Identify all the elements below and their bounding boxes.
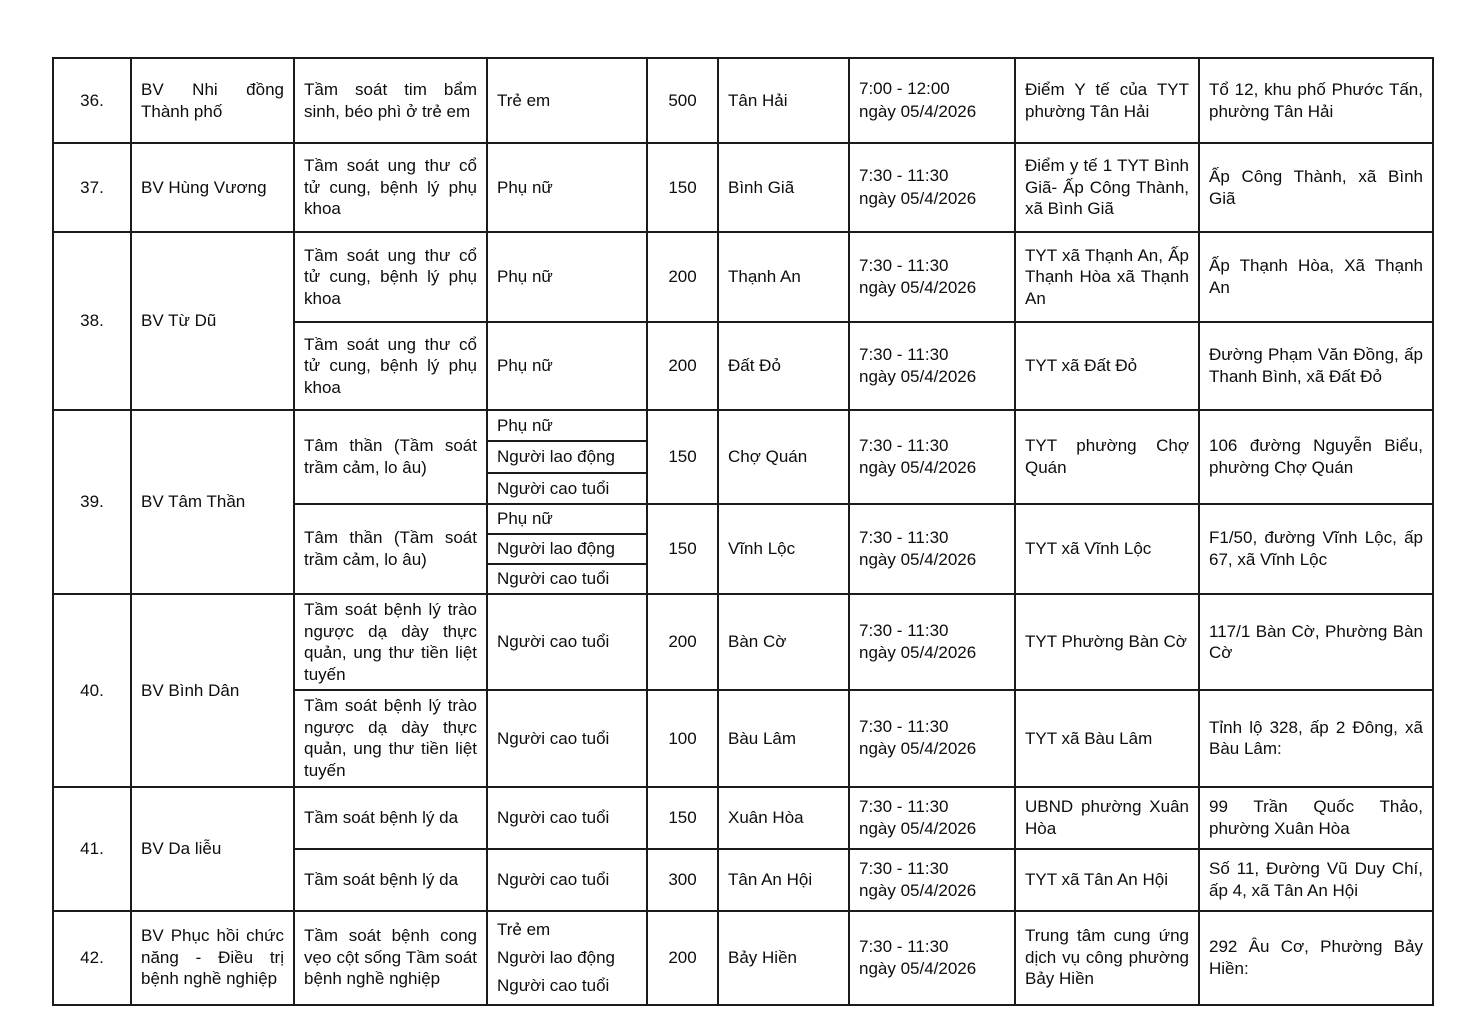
time-date: ngày 05/4/2026: [859, 278, 977, 297]
hospital-cell: BV Từ Dũ: [131, 232, 294, 410]
hospital-cell: BV Phục hồi chức năng - Điều trị bệnh nghề nghiệp: [131, 911, 294, 1005]
time-date: ngày 05/4/2026: [859, 101, 977, 121]
time-cell: [849, 849, 1015, 911]
time-date: ngày 05/4/2026: [859, 550, 977, 569]
table-row: [53, 232, 1433, 322]
target-line: Trẻ em: [497, 919, 551, 939]
screening-cell: Tầm soát bệnh lý da: [294, 787, 487, 849]
time-cell: [849, 594, 1015, 690]
quantity-cell: 150: [647, 504, 718, 594]
table-row: [53, 58, 1433, 143]
quantity-cell: 200: [647, 322, 718, 410]
time-range: 7:30 - 11:30: [859, 166, 949, 186]
time-range: 7:30 - 11:30: [859, 435, 949, 455]
target-subcell: Phụ nữ: [497, 415, 553, 435]
ward-cell: Bình Giã: [718, 143, 849, 232]
quantity-cell: 150: [647, 143, 718, 232]
table-row: [53, 911, 1433, 1005]
target-subcell: Người cao tuổi: [488, 472, 646, 503]
time-cell: [849, 58, 1015, 143]
ward-cell: Đất Đỏ: [718, 322, 849, 410]
time-range: 7:30 - 11:30: [859, 344, 949, 364]
target-cell: Người cao tuổi: [487, 690, 647, 786]
venue-cell: Trung tâm cung ứng dịch vụ công phường Bảy Hiền: [1015, 911, 1199, 1005]
ward-cell: Xuân Hòa: [718, 787, 849, 849]
stt-cell: 40.: [53, 594, 131, 787]
hospital-cell: BV Nhi đồng Thành phố: [131, 58, 294, 143]
time-range: 7:00 - 12:00: [859, 79, 950, 99]
table-row: [53, 410, 1433, 504]
venue-cell: TYT xã Vĩnh Lộc: [1015, 504, 1199, 594]
time-range: 7:30 - 11:30: [859, 717, 949, 737]
time-date: ngày 05/4/2026: [859, 458, 977, 477]
screening-cell: Tầm soát ung thư cổ tử cung, bệnh lý phụ khoa: [294, 232, 487, 322]
ward-cell: Bàn Cờ: [718, 594, 849, 690]
quantity-cell: 500: [647, 58, 718, 143]
time-date: ngày 05/4/2026: [859, 880, 977, 900]
address-cell: Tỉnh lộ 328, ấp 2 Đông, xã Bàu Lâm:: [1199, 690, 1433, 786]
ward-cell: Vĩnh Lộc: [718, 504, 849, 594]
venue-cell: TYT xã Tân An Hội: [1015, 849, 1199, 911]
target-subcell: Người lao động: [488, 533, 646, 563]
stt-cell: 42.: [53, 911, 131, 1005]
screening-cell: Tầm soát bệnh lý da: [294, 849, 487, 911]
screening-cell: Tầm soát bệnh cong vẹo cột sống Tầm soát bệnh nghề nghiệp: [294, 911, 487, 1005]
quantity-cell: 200: [647, 911, 718, 1005]
target-cell: Trẻ em: [487, 58, 647, 143]
address-cell: Đường Phạm Văn Đồng, ấp Thanh Bình, xã Đất Đỏ: [1199, 322, 1433, 410]
quantity-cell: 200: [647, 232, 718, 322]
quantity-cell: 100: [647, 690, 718, 786]
venue-cell: Điểm y tế 1 TYT Bình Giã- Ấp Công Thành, xã Bình Giã: [1015, 143, 1199, 232]
quantity-cell: 150: [647, 787, 718, 849]
ward-cell: Tân An Hội: [718, 849, 849, 911]
target-cell: [487, 410, 647, 504]
time-cell: [849, 410, 1015, 504]
quantity-cell: 150: [647, 410, 718, 504]
ward-cell: Tân Hải: [718, 58, 849, 143]
target-cell: Người cao tuổi: [487, 849, 647, 911]
time-cell: [849, 143, 1015, 232]
time-cell: [849, 504, 1015, 594]
screening-schedule-table: [52, 57, 1434, 1006]
target-subcell: Người cao tuổi: [488, 563, 646, 593]
time-cell: [849, 911, 1015, 1005]
screening-cell: Tầm soát bệnh lý trào ngược dạ dày thực quản, ung thư tiền liệt tuyến: [294, 594, 487, 690]
target-cell: Người cao tuổi: [487, 594, 647, 690]
target-cell: Người cao tuổi: [487, 787, 647, 849]
hospital-cell: BV Tâm Thần: [131, 410, 294, 594]
ward-cell: Bảy Hiền: [718, 911, 849, 1005]
screening-cell: Tầm soát tim bẩm sinh, béo phì ở trẻ em: [294, 58, 487, 143]
time-date: ngày 05/4/2026: [859, 958, 977, 978]
address-cell: 117/1 Bàn Cờ, Phường Bàn Cờ: [1199, 594, 1433, 690]
stt-cell: 39.: [53, 410, 131, 594]
time-date: ngày 05/4/2026: [859, 818, 977, 838]
address-cell: Ấp Thạnh Hòa, Xã Thạnh An: [1199, 232, 1433, 322]
address-cell: Số 11, Đường Vũ Duy Chí, ấp 4, xã Tân An Hội: [1199, 849, 1433, 911]
table-row: [53, 143, 1433, 232]
time-range: 7:30 - 11:30: [859, 858, 949, 878]
venue-cell: TYT Phường Bàn Cờ: [1015, 594, 1199, 690]
address-cell: Tổ 12, khu phố Phước Tấn, phường Tân Hải: [1199, 58, 1433, 143]
stt-cell: 36.: [53, 58, 131, 143]
time-range: 7:30 - 11:30: [859, 255, 949, 275]
time-range: 7:30 - 11:30: [859, 621, 949, 641]
table-row: [53, 594, 1433, 690]
address-cell: F1/50, đường Vĩnh Lộc, ấp 67, xã Vĩnh Lộc: [1199, 504, 1433, 594]
time-range: 7:30 - 11:30: [859, 936, 949, 956]
quantity-cell: 300: [647, 849, 718, 911]
time-date: ngày 05/4/2026: [859, 643, 977, 663]
time-cell: [849, 787, 1015, 849]
target-line: Người cao tuổi: [497, 975, 610, 995]
target-cell: Phụ nữ: [487, 322, 647, 410]
hospital-cell: BV Bình Dân: [131, 594, 294, 787]
ward-cell: Bàu Lâm: [718, 690, 849, 786]
stt-cell: 37.: [53, 143, 131, 232]
screening-cell: Tầm soát ung thư cổ tử cung, bệnh lý phụ khoa: [294, 143, 487, 232]
venue-cell: UBND phường Xuân Hòa: [1015, 787, 1199, 849]
target-subcell: Phụ nữ: [497, 509, 553, 529]
venue-cell: TYT xã Đất Đỏ: [1015, 322, 1199, 410]
time-range: 7:30 - 11:30: [859, 527, 949, 547]
time-cell: [849, 690, 1015, 786]
screening-cell: Tầm soát bệnh lý trào ngược dạ dày thực quản, ung thư tiền liệt tuyến: [294, 690, 487, 786]
quantity-cell: 200: [647, 594, 718, 690]
address-cell: 106 đường Nguyễn Biểu, phường Chợ Quán: [1199, 410, 1433, 504]
table-row: [53, 787, 1433, 849]
address-cell: 292 Âu Cơ, Phường Bảy Hiền:: [1199, 911, 1433, 1005]
screening-cell: Tâm thần (Tầm soát trầm cảm, lo âu): [294, 410, 487, 504]
target-cell: Phụ nữ: [487, 232, 647, 322]
address-cell: Ấp Công Thành, xã Bình Giã: [1199, 143, 1433, 232]
ward-cell: Chợ Quán: [718, 410, 849, 504]
target-line: Người lao động: [497, 947, 615, 967]
target-cell: [487, 504, 647, 594]
venue-cell: TYT xã Bàu Lâm: [1015, 690, 1199, 786]
time-range: 7:30 - 11:30: [859, 796, 949, 816]
time-date: ngày 05/4/2026: [859, 188, 977, 208]
screening-cell: Tâm thần (Tầm soát trầm cảm, lo âu): [294, 504, 487, 594]
stt-cell: 38.: [53, 232, 131, 410]
time-cell: [849, 322, 1015, 410]
time-cell: [849, 232, 1015, 322]
venue-cell: TYT phường Chợ Quán: [1015, 410, 1199, 504]
venue-cell: Điểm Y tế của TYT phường Tân Hải: [1015, 58, 1199, 143]
stt-cell: 41.: [53, 787, 131, 911]
time-date: ngày 05/4/2026: [859, 739, 977, 759]
screening-cell: Tầm soát ung thư cổ tử cung, bệnh lý phụ khoa: [294, 322, 487, 410]
hospital-cell: BV Da liễu: [131, 787, 294, 911]
venue-cell: TYT xã Thạnh An, Ấp Thạnh Hòa xã Thạnh An: [1015, 232, 1199, 322]
target-subcell: Người lao động: [488, 440, 646, 471]
target-cell: Phụ nữ: [487, 143, 647, 232]
hospital-cell: BV Hùng Vương: [131, 143, 294, 232]
target-cell: [487, 911, 647, 1005]
time-date: ngày 05/4/2026: [859, 367, 977, 386]
address-cell: 99 Trần Quốc Thảo, phường Xuân Hòa: [1199, 787, 1433, 849]
ward-cell: Thạnh An: [718, 232, 849, 322]
